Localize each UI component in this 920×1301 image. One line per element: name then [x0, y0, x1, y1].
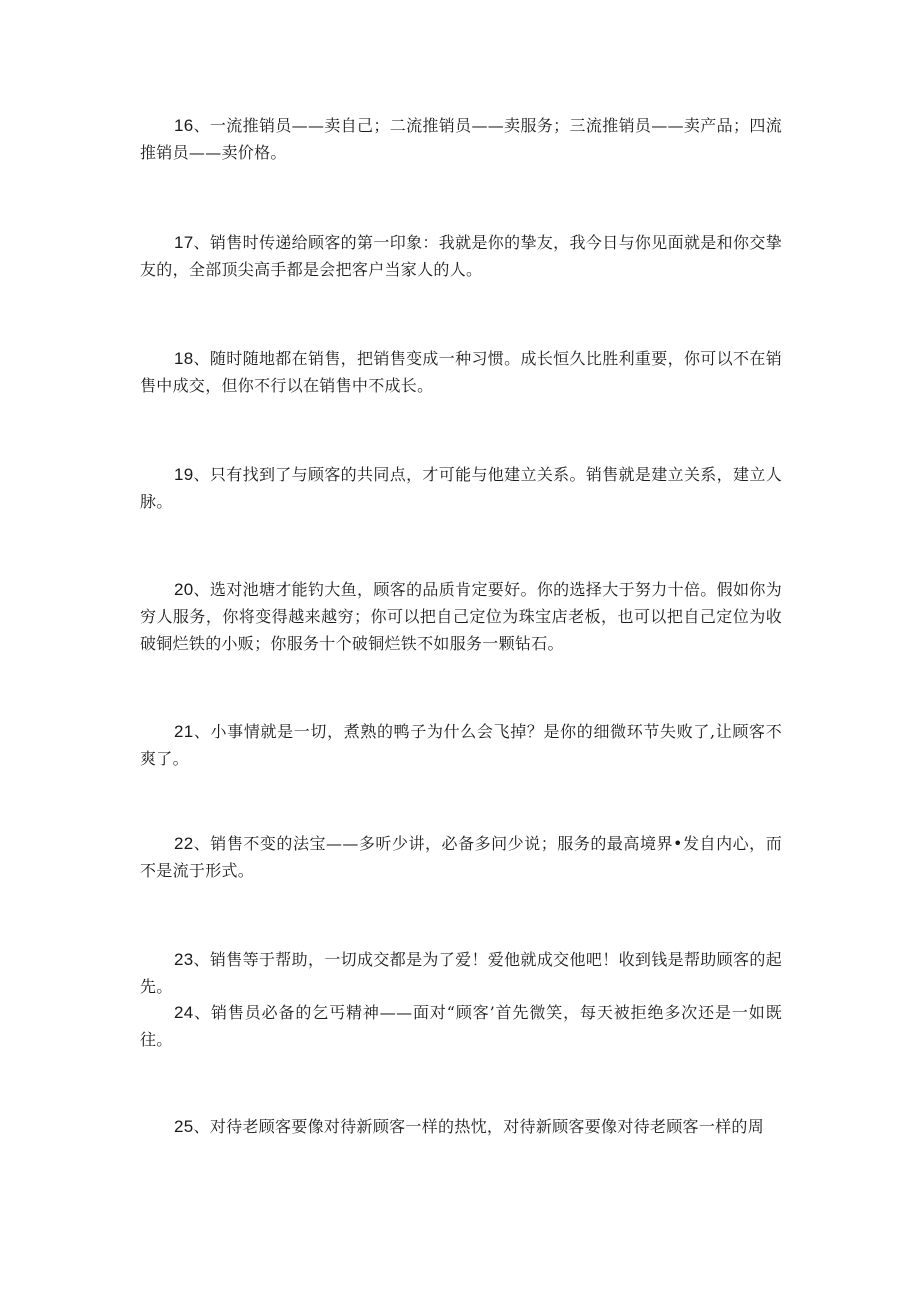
item-text: 、选对池塘才能钓大鱼，顾客的品质肯定要好。你的选择大于努力十倍。假如你为穷人服务，你将变得越来越穷；你可以把自己定位为珠宝店老板，也可以把自己定位为收破铜烂铁的小贩；你服务十个破铜烂铁不如服务一颗钻石。 [140, 580, 782, 653]
item-number: 18 [174, 349, 194, 368]
item-number: 20 [174, 580, 194, 599]
item-number: 16 [174, 116, 194, 135]
item-number: 24 [174, 1003, 194, 1022]
item-text: 、随时随地都在销售，把销售变成一种习惯。成长恒久比胜利重要，你可以不在销售中成交，但你不行以在销售中不成长。 [140, 349, 782, 395]
item-text: 、销售员必备的乞丐精神——面对“顾客’首先微笑，每天被拒绝多次还是一如既往。 [140, 1003, 782, 1049]
item-text: 、销售等于帮助，一切成交都是为了爱！爱他就成交他吧！收到钱是帮助顾客的起先。 [140, 950, 782, 996]
paragraph-21 [140, 718, 782, 772]
item-number: 25 [174, 1117, 194, 1136]
item-text: 、销售时传递给顾客的第一印象：我就是你的挚友，我今日与你见面就是和你交挚友的，全部顶尖高手都是会把客户当家人的人。 [140, 233, 782, 279]
paragraph-23 [140, 946, 782, 1000]
paragraph-25 [140, 1113, 782, 1140]
item-number: 22 [174, 834, 194, 853]
paragraph-18 [140, 345, 782, 399]
paragraph-24 [140, 999, 782, 1053]
item-text: 、一流推销员——卖自己；二流推销员——卖服务；三流推销员——卖产品；四流推销员——卖价格。 [140, 116, 782, 162]
item-number: 21 [174, 722, 194, 741]
item-number: 23 [174, 950, 194, 969]
paragraph-22 [140, 830, 782, 884]
paragraph-19 [140, 461, 782, 515]
paragraph-16 [140, 112, 782, 166]
item-number: 17 [174, 233, 194, 252]
item-text: 、销售不变的法宝——多听少讲，必备多问少说；服务的最高境界•发自内心，而不是流于形式。 [140, 834, 782, 880]
item-number: 19 [174, 465, 194, 484]
item-text: 、只有找到了与顾客的共同点，才可能与他建立关系。销售就是建立关系，建立人脉。 [140, 465, 782, 511]
paragraph-17 [140, 229, 782, 283]
item-text: 、对待老顾客要像对待新顾客一样的热忱，对待新顾客要像对待老顾客一样的周 [193, 1117, 765, 1136]
item-text: 、小事情就是一切，煮熟的鸭子为什么会飞掉？是你的细微环节失败了,让顾客不爽了。 [140, 722, 782, 768]
paragraph-20 [140, 576, 782, 657]
